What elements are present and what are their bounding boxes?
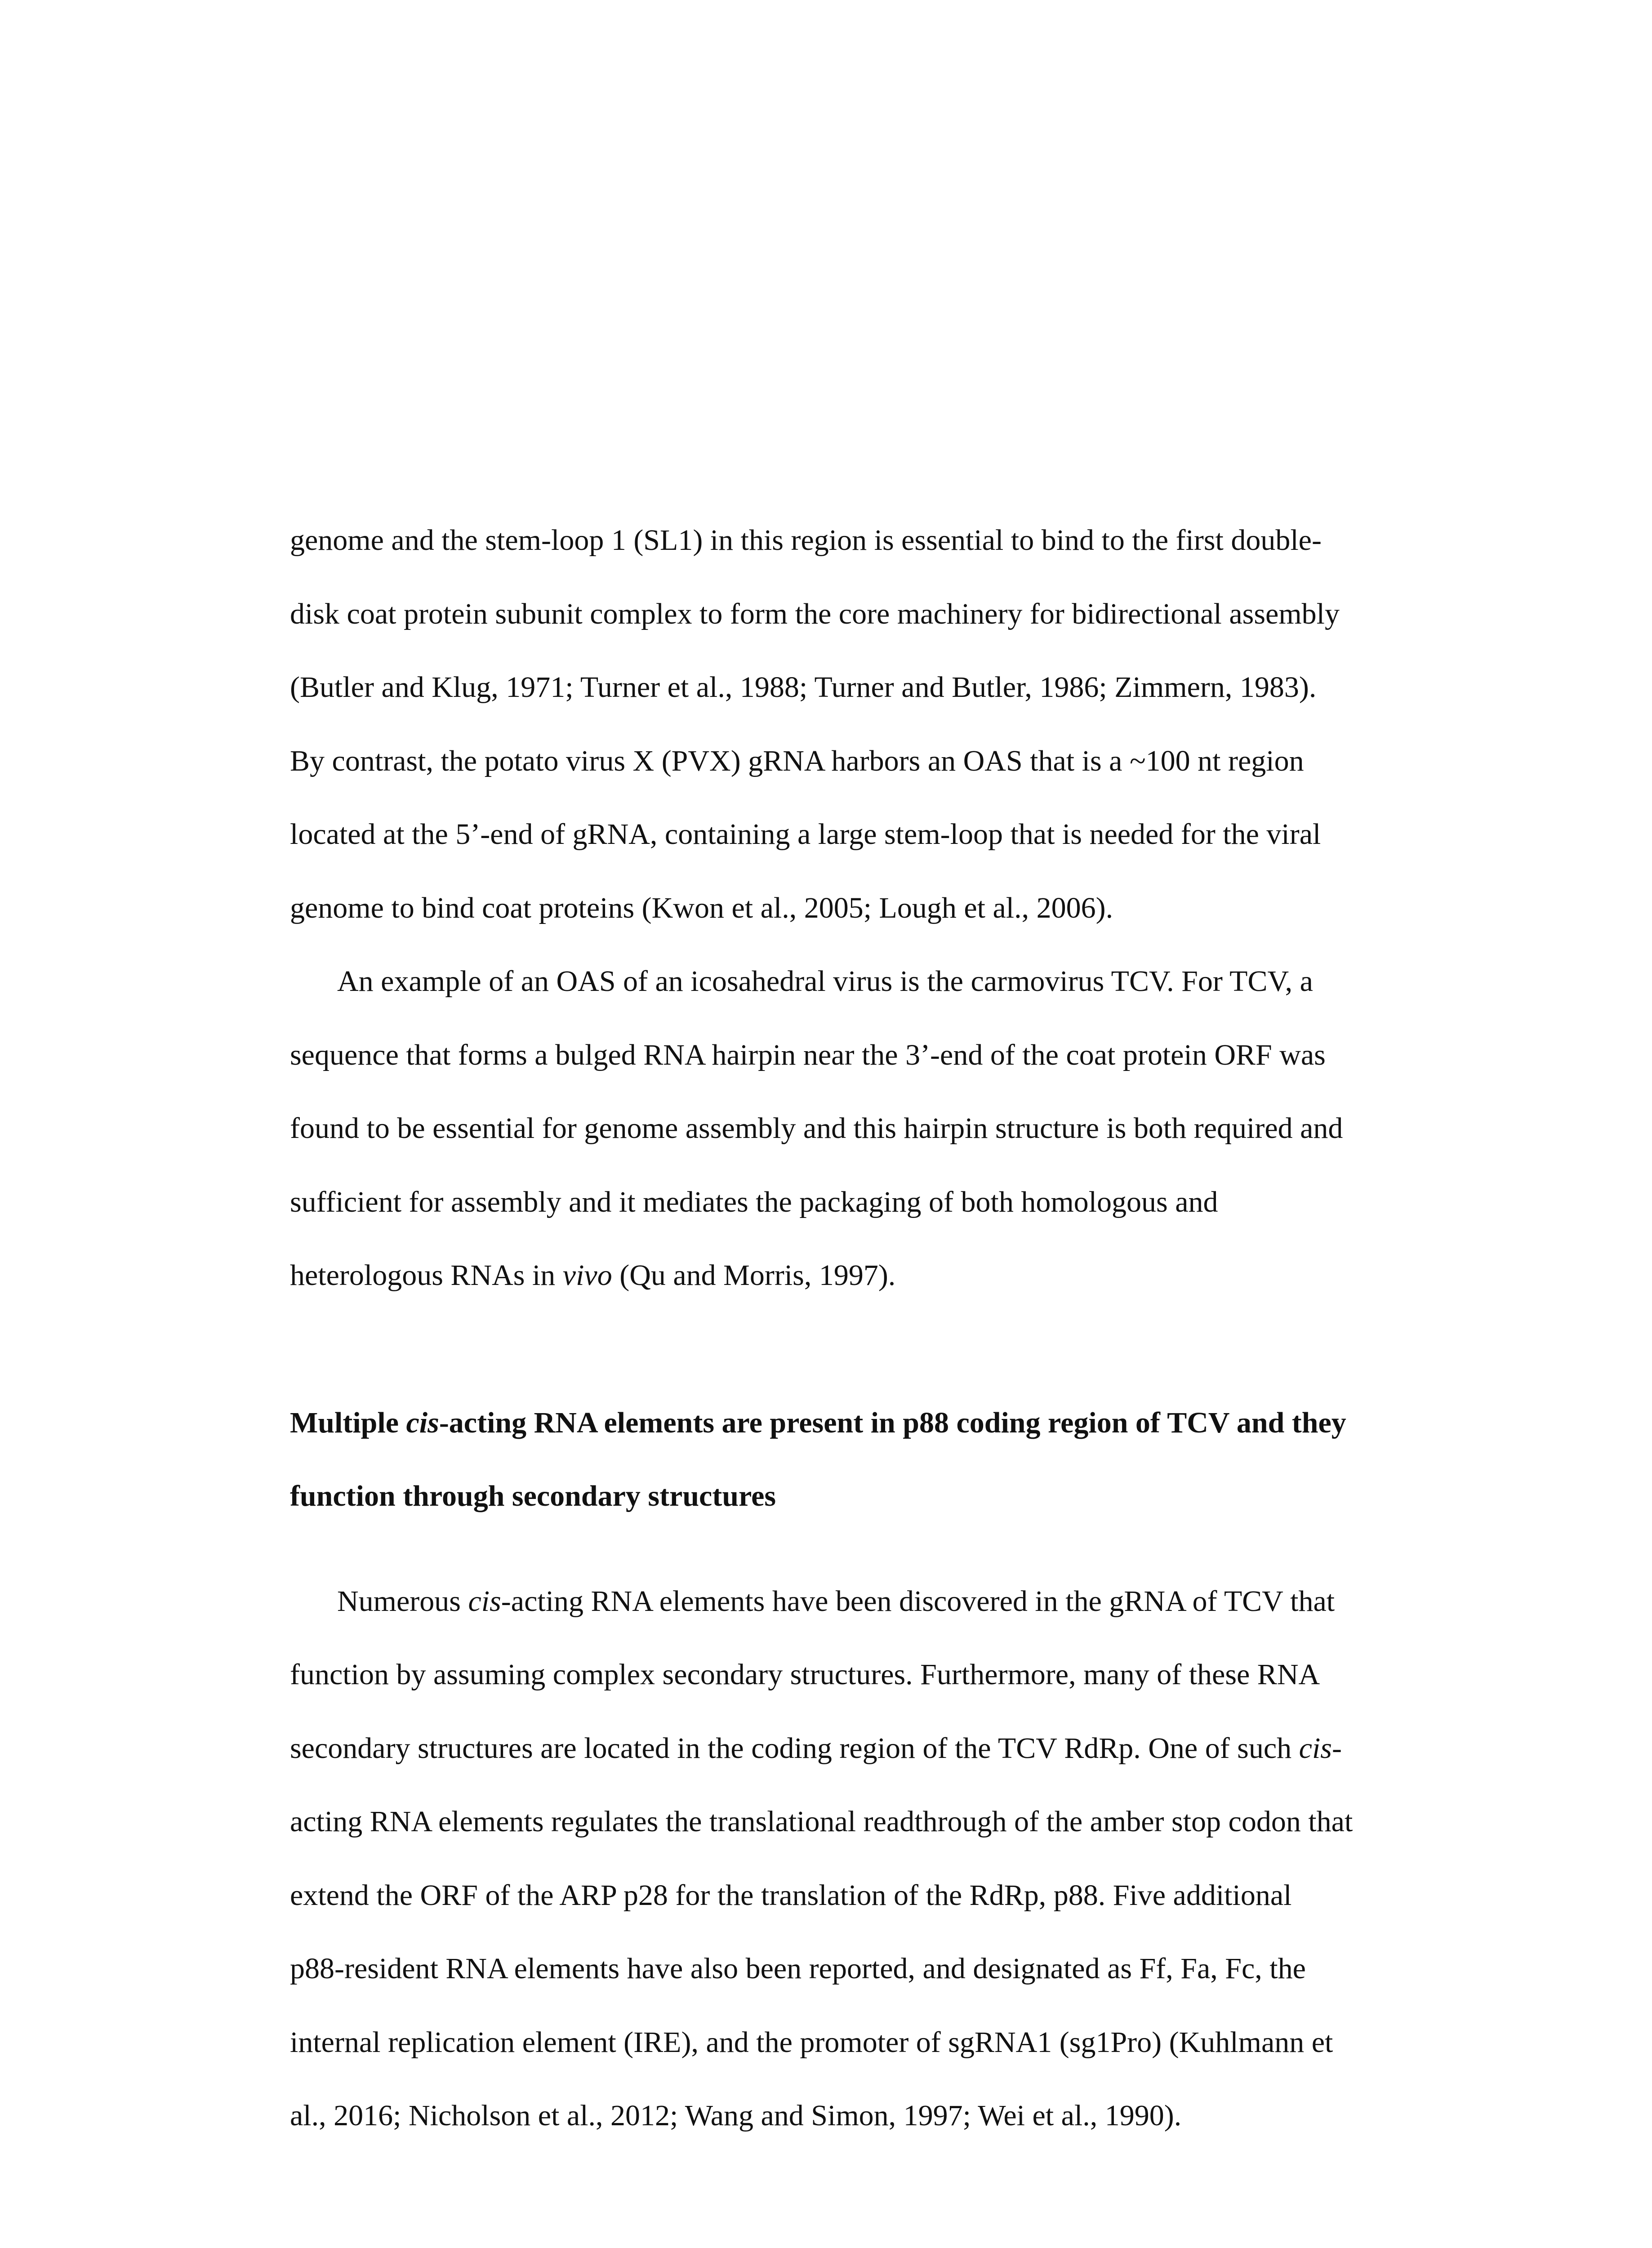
- text-run: -: [1331, 1731, 1342, 1765]
- italic-term: cis: [468, 1584, 501, 1618]
- spacer: [290, 1312, 1441, 1386]
- text-line: extend the ORF of the ARP p28 for the translation of the RdRp, p88. Five additional: [290, 1878, 1292, 1912]
- text-line: An example of an OAS of an icosahedral virus is the carmovirus TCV. For TCV, a: [337, 965, 1313, 998]
- text-line: [290, 1712, 1441, 1785]
- text-run: -acting RNA elements have been discovered in the gRNA of TCV that: [501, 1584, 1335, 1618]
- text-line: found to be essential for genome assembly and this hairpin structure is both required and: [290, 1112, 1343, 1145]
- text-line: genome and the stem-loop 1 (SL1) in this region is essential to bind to the first double-: [290, 524, 1322, 557]
- heading-line: [290, 1386, 1441, 1460]
- section-heading: [290, 1386, 1441, 1533]
- text-line: p88-resident RNA elements have also been reported, and designated as Ff, Fa, Fc, the: [290, 1952, 1306, 1985]
- text-line: function by assuming complex secondary structures. Furthermore, many of these RNA: [290, 1658, 1320, 1691]
- text-line: [290, 1239, 1441, 1312]
- text-run: heterologous RNAs in: [290, 1259, 563, 1292]
- text-line: [290, 1565, 1441, 1638]
- italic-term: cis: [1299, 1731, 1332, 1765]
- text-run: -acting RNA elements are present in p88 coding region of TCV and they: [439, 1406, 1346, 1439]
- spacer: [290, 1533, 1441, 1565]
- text-line: sufficient for assembly and it mediates the packaging of both homologous and: [290, 1185, 1218, 1218]
- italic-term: vivo: [562, 1259, 612, 1292]
- text-line: sequence that forms a bulged RNA hairpin near the 3’-end of the coat protein ORF was: [290, 1038, 1326, 1071]
- text-line: al., 2016; Nicholson et al., 2012; Wang and Simon, 1997; Wei et al., 1990).: [290, 2099, 1182, 2132]
- text-run: (Qu and Morris, 1997).: [612, 1259, 896, 1292]
- text-line: internal replication element (IRE), and the promoter of sgRNA1 (sg1Pro) (Kuhlmann et: [290, 2025, 1333, 2059]
- paragraph-1: [290, 504, 1441, 945]
- page-body: [290, 504, 1441, 2153]
- italic-term: cis: [406, 1406, 439, 1439]
- text-line: genome to bind coat proteins (Kwon et al., 2005; Lough et al., 2006).: [290, 891, 1113, 924]
- text-line: located at the 5’-end of gRNA, containing a large stem-loop that is needed for the viral: [290, 818, 1321, 851]
- text-run: Multiple: [290, 1406, 406, 1439]
- text-line: disk coat protein subunit complex to form the core machinery for bidirectional assembly: [290, 597, 1340, 630]
- paragraph-3: [290, 1565, 1441, 2153]
- text-line: (Butler and Klug, 1971; Turner et al., 1988; Turner and Butler, 1986; Zimmern, 1983).: [290, 671, 1317, 704]
- text-line: acting RNA elements regulates the translational readthrough of the amber stop codon that: [290, 1805, 1353, 1838]
- text-run: secondary structures are located in the coding region of the TCV RdRp. One of such: [290, 1731, 1299, 1765]
- text-line: By contrast, the potato virus X (PVX) gRNA harbors an OAS that is a ~100 nt region: [290, 744, 1304, 777]
- heading-line: function through secondary structures: [290, 1480, 776, 1512]
- text-run: Numerous: [337, 1584, 468, 1618]
- paragraph-2: [290, 945, 1441, 1312]
